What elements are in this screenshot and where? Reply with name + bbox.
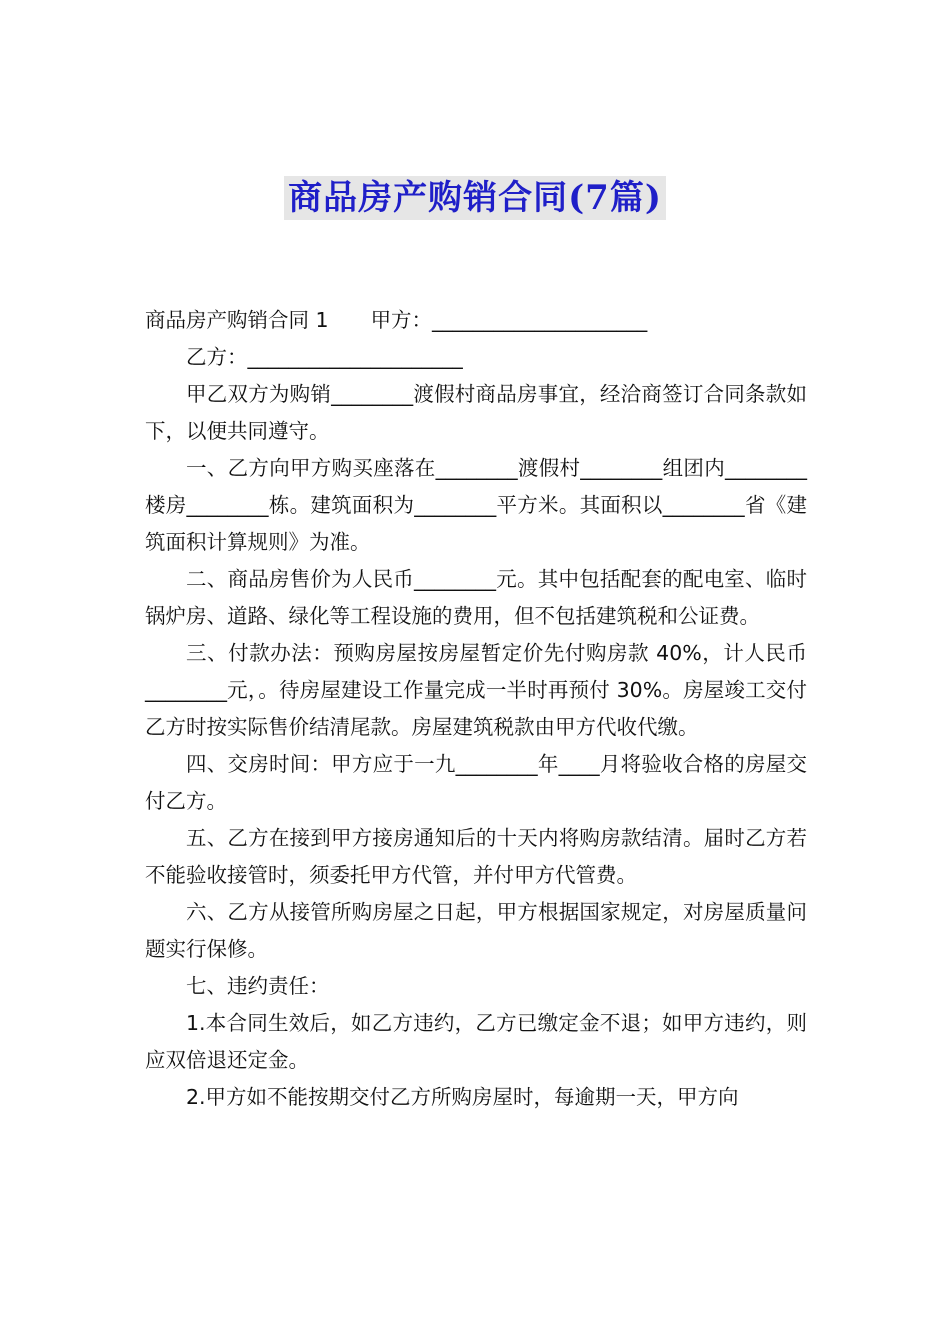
clause-2: 二、商品房售价为人民币________元。其中包括配套的配电室、临时锅炉房、道路、绿化等工程设施的费用，但不包括建筑税和公证费。	[145, 567, 807, 628]
clause-3: 三、付款办法：预购房屋按房屋暂定价先付购房款 40%，计人民币________元，。待房屋建设工作量完成一半时再预付 30%。房屋竣工交付乙方时按实际售价结清尾款。房屋建筑税款由甲方代收代缴。	[145, 641, 807, 739]
clause-7-item-1: 1.本合同生效后，如乙方违约，乙方已缴定金不退；如甲方违约，则应双倍退还定金。	[145, 1011, 807, 1072]
clause-7-item-2: 2.甲方如不能按期交付乙方所购房屋时，每逾期一天，甲方向	[186, 1085, 739, 1109]
title-wrap	[0, 176, 950, 220]
document-title: 商品房产购销合同(7篇)	[284, 176, 666, 220]
party-a-field: 甲方：_____________________	[370, 308, 648, 332]
clause-5: 五、乙方在接到甲方接房通知后的十天内将购房款结清。届时乙方若不能验收接管时，须委托甲方代管，并付甲方代管费。	[145, 826, 807, 887]
clause-6: 六、乙方从接管所购房屋之日起，甲方根据国家规定，对房屋质量问题实行保修。	[145, 900, 807, 961]
clause-1: 一、乙方向甲方购买座落在________渡假村________组团内________楼房________栋。建筑面积为________平方米。其面积以________省《建筑面积计算规则》为准。	[145, 456, 807, 554]
document-body	[145, 302, 807, 1116]
contract-heading-label: 商品房产购销合同 1	[145, 308, 329, 332]
paragraph-intro: 甲乙双方为购销________渡假村商品房事宜，经洽商签订合同条款如下，以便共同遵守。	[145, 382, 807, 443]
clause-7-heading: 七、违约责任：	[186, 974, 330, 998]
contract-heading-line	[145, 302, 807, 339]
clause-4: 四、交房时间：甲方应于一九________年____月将验收合格的房屋交付乙方。	[145, 752, 807, 813]
party-b-field: 乙方：_____________________	[186, 345, 463, 369]
